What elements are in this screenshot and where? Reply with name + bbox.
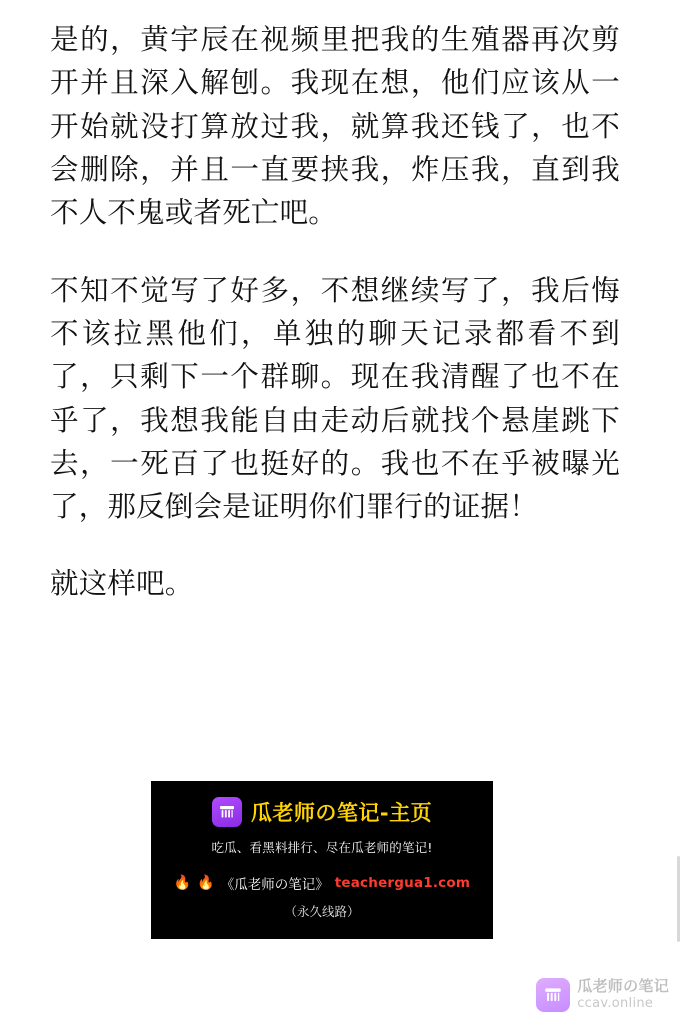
promo-title: 瓜老师の笔记-主页 bbox=[250, 801, 433, 825]
fire-icon: 🔥 bbox=[197, 875, 215, 891]
article-body bbox=[50, 18, 620, 606]
promo-link-row[interactable] bbox=[161, 873, 483, 893]
promo-banner[interactable] bbox=[151, 781, 493, 939]
paragraph: 是的，黄宇辰在视频里把我的生殖器再次剪开并且深入解刨。我现在想，他们应该从一开始就没打算放过我，就算我还钱了，也不会删除，并且一直要挟我，炸压我，直到我不人不鬼或者死亡吧。 bbox=[50, 23, 620, 230]
gua-logo-icon bbox=[212, 797, 242, 827]
paragraph: 不知不觉写了好多，不想继续写了，我后悔不该拉黑他们，单独的聊天记录都看不到了，只剩下一个群聊。现在我清醒了也不在乎了，我想我能自由走动后就找个悬崖跳下去，一死百了也挺好的。我也不在乎被曝光了，那反倒会是证明你们罪行的证据！ bbox=[50, 273, 620, 524]
watermark-url: ccav.online bbox=[577, 996, 654, 1012]
gua-logo-icon bbox=[536, 978, 570, 1012]
paragraph: 就这样吧。 bbox=[50, 567, 194, 601]
promo-note: （永久线路） bbox=[284, 904, 360, 919]
watermark bbox=[536, 978, 669, 1012]
promo-url-link[interactable]: teachergua1.com bbox=[334, 875, 471, 891]
promo-subtitle: 吃瓜、看黑料排行、尽在瓜老师的笔记! bbox=[211, 840, 433, 855]
watermark-text bbox=[577, 978, 669, 1011]
promo-brand: 《瓜老师の笔记》 bbox=[220, 877, 329, 893]
scrollbar[interactable] bbox=[677, 856, 680, 942]
promo-title-row bbox=[161, 797, 483, 827]
watermark-title: 瓜老师の笔记 bbox=[577, 977, 669, 996]
fire-icon: 🔥 bbox=[173, 875, 192, 891]
